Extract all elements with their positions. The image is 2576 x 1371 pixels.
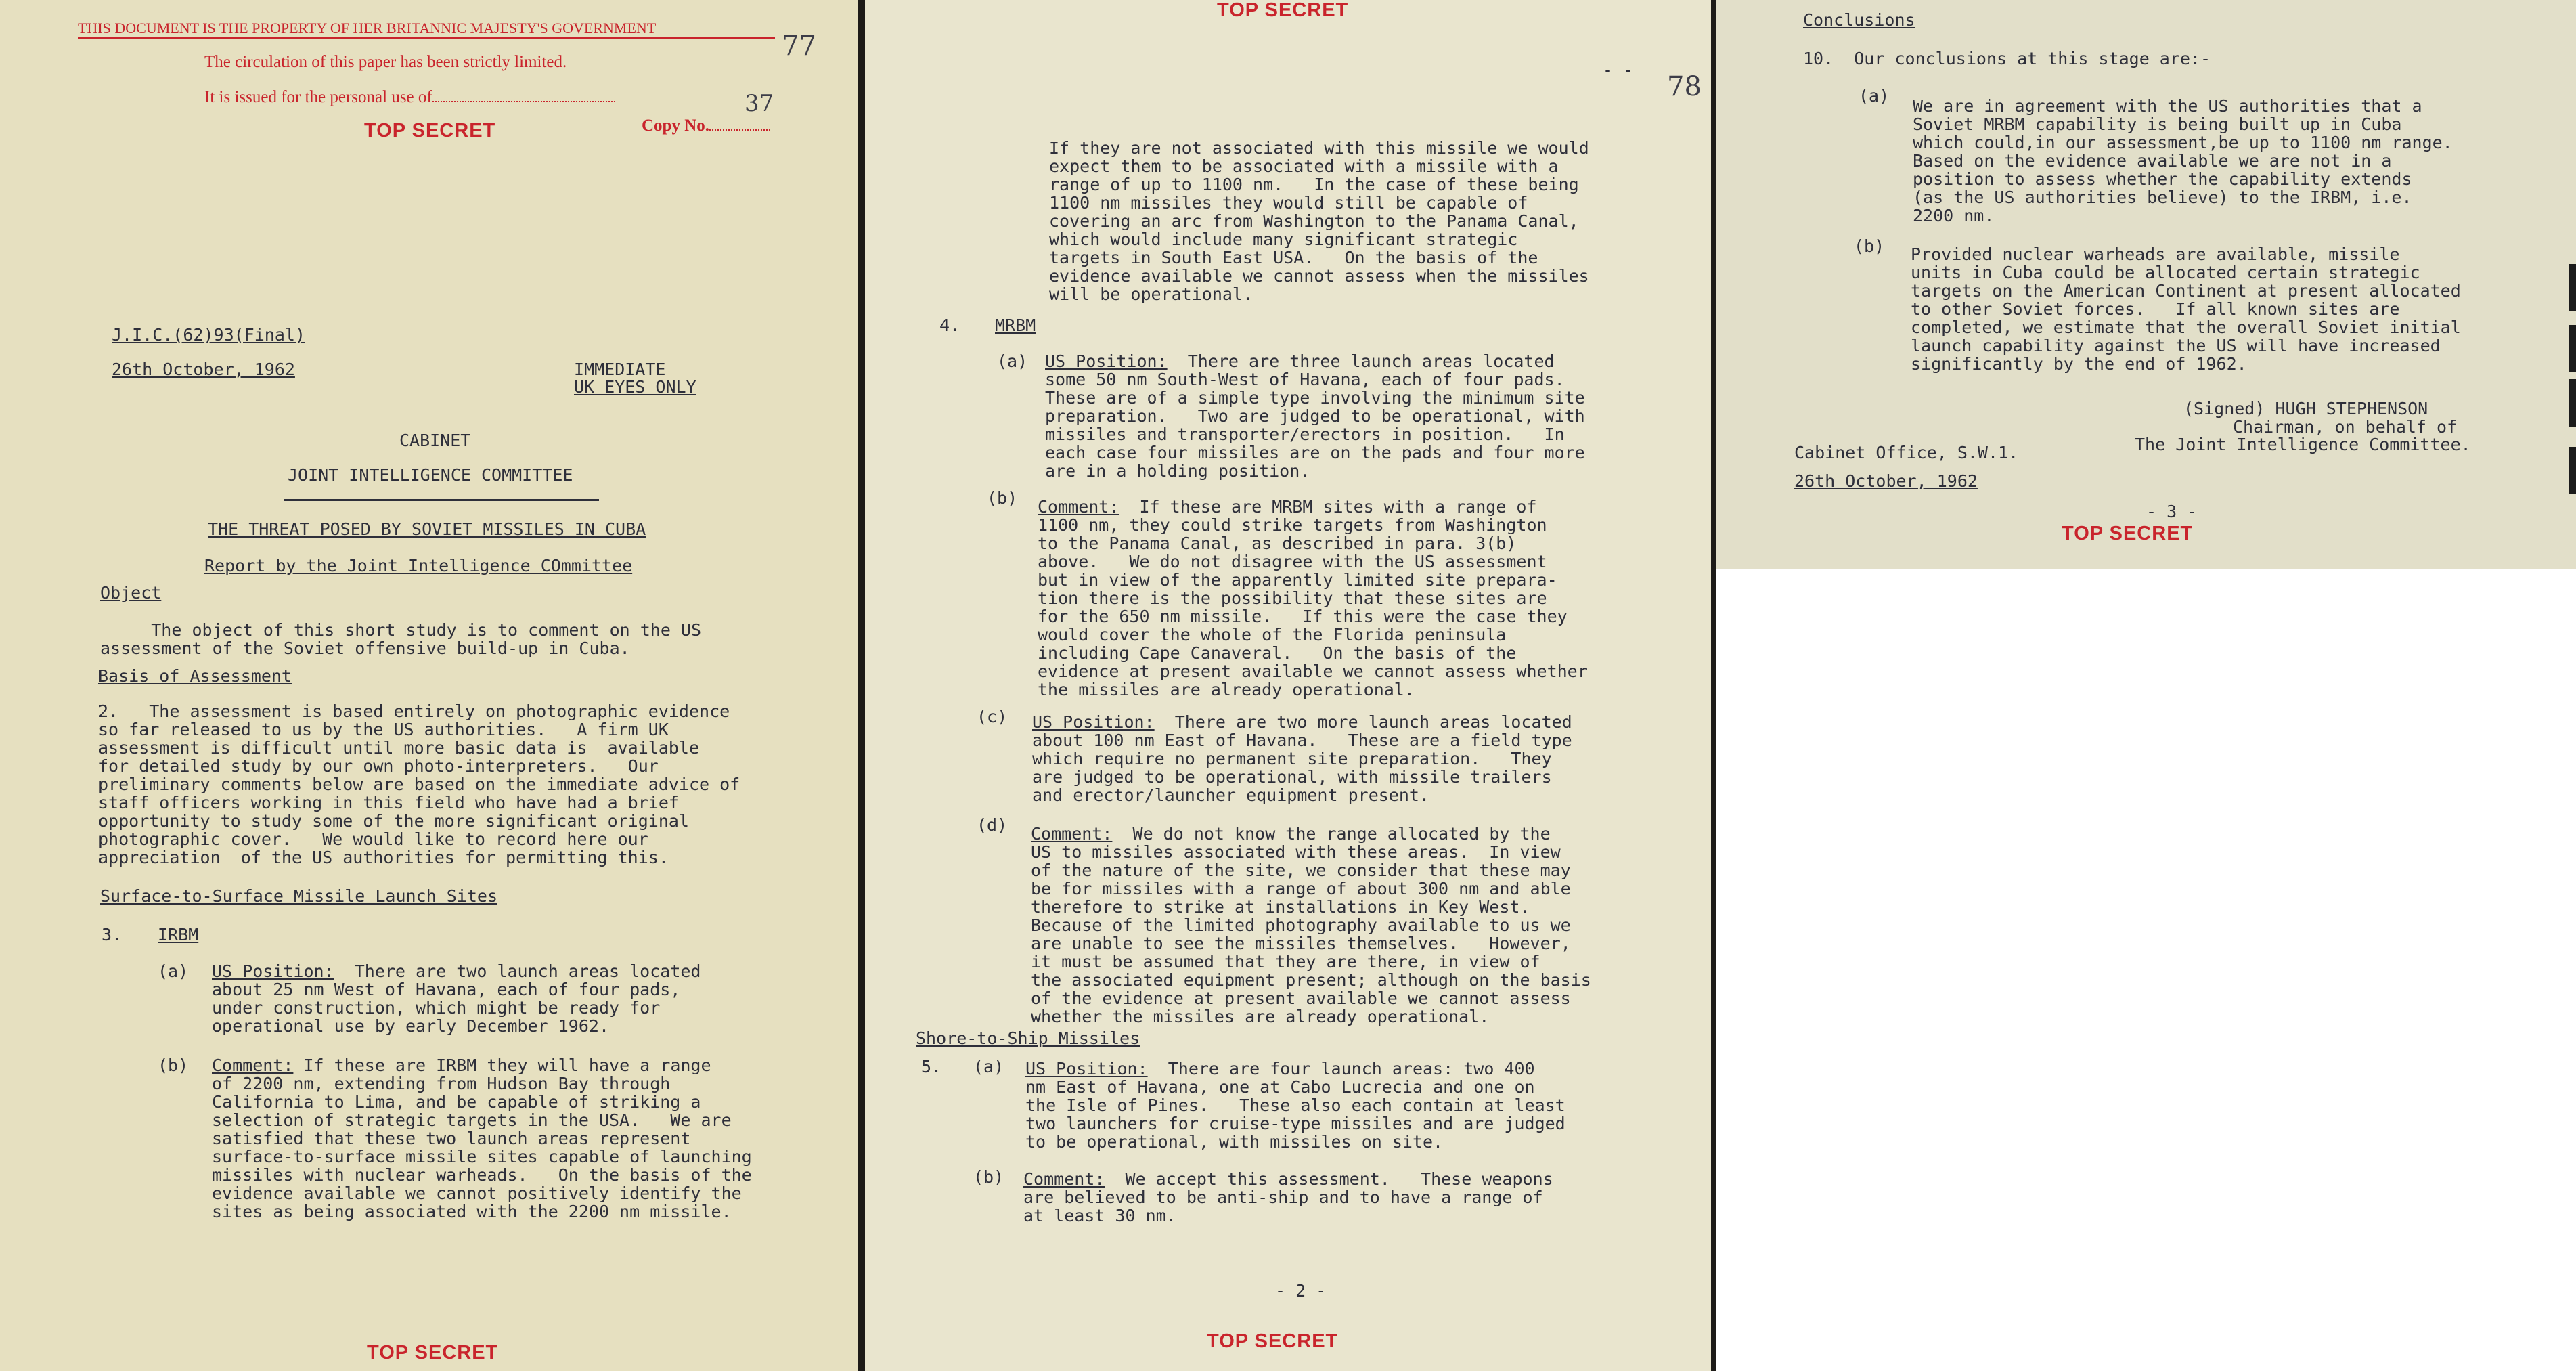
item-label-4d: (d) bbox=[977, 815, 1008, 835]
conclusion-a: We are in agreement with the US authorities that a Soviet MRBM capability is being built up in Cuba which could,in our assessment,be up to 1100 nm range. Based on the evidence available we are not in a position to assess whether the capability extends (as the US authorities believe) to the IRBM, i.e. 2200 nm. bbox=[1913, 96, 2453, 225]
binder-tab bbox=[2569, 325, 2576, 372]
item-3a-us-position: US Position: There are two launch areas located about 25 nm West of Havana, each of four pads, under construction, which might be ready for operational use by early December 1962. bbox=[212, 961, 701, 1036]
item-5b-comment: Comment: We accept this assessment. These weapons are believed to be anti-ship and to have a range of at least 30 nm. bbox=[1023, 1169, 1553, 1225]
personal-use-note: It is issued for the personal use of bbox=[204, 88, 615, 106]
para-number-3: 3. bbox=[102, 925, 123, 944]
page-gap bbox=[858, 0, 865, 1371]
classification-bottom: TOP SECRET bbox=[367, 1342, 499, 1364]
item-label-3b: (b) bbox=[158, 1056, 189, 1075]
section-heading-conclusions: Conclusions bbox=[1803, 10, 1915, 30]
item-label-5b: (b) bbox=[973, 1167, 1004, 1187]
property-notice: THIS DOCUMENT IS THE PROPERTY OF HER BRITANNIC MAJESTY'S GOVERNMENT bbox=[78, 20, 657, 37]
copy-number-label: Copy No. bbox=[642, 116, 770, 135]
para-number-4: 4. bbox=[939, 315, 960, 335]
continued-paragraph: If they are not associated with this missile we would expect them to be associated with a missile with a range of up to 1100 nm. In the case of these being 1100 nm missiles they would still be capable of covering an arc from Washington to the Panama Canal, which would include many significant strategic targets in South East USA. On the basis of the evidence available we cannot assess when the missiles will be operational. bbox=[1049, 138, 1589, 304]
conclusion-label-b: (b) bbox=[1854, 236, 1885, 256]
committee-line: The Joint Intelligence Committee. bbox=[2135, 435, 2471, 454]
cabinet-heading: CABINET bbox=[399, 431, 471, 450]
binder-tab bbox=[2569, 379, 2576, 427]
folio-number: 78 bbox=[1667, 71, 1702, 102]
item-5a-us-position: US Position: There are four launch areas: two 400 nm East of Havana, one at Cabo Lucrecia and one on the Isle of Pines. These also each contain at least two launchers for cruise-type missiles and are judged to be operational, with missiles on site. bbox=[1025, 1059, 1565, 1152]
para-10: 10. Our conclusions at this stage are:- bbox=[1803, 49, 2211, 68]
cabinet-office: Cabinet Office, S.W.1. bbox=[1794, 443, 2019, 462]
conclusion-b: Provided nuclear warheads are available, missile units in Cuba could be allocated certain strategic targets on the American Continent at present allocated to other Soviet forces. If all known sites are completed, we estimate that the overall Soviet initial launch capability against the US will have increased significantly by the end of 1962. bbox=[1911, 244, 2461, 374]
chairman-line: Chairman, on behalf of bbox=[2233, 417, 2458, 437]
document-date: 26th October, 1962 bbox=[112, 360, 295, 379]
para-heading-mrbm: MRBM bbox=[995, 315, 1036, 335]
document-subtitle: Report by the Joint Intelligence COmmittee bbox=[204, 556, 633, 575]
object-paragraph: The object of this short study is to comment on the US assessment of the Soviet offensive build-up in Cuba. bbox=[100, 620, 702, 658]
item-label-4b: (b) bbox=[987, 488, 1018, 508]
item-4b-comment: Comment: If these are MRBM sites with a range of 1100 nm, they could strike targets from Washington to the Panama Canal, as described in para. 3(b) above. We do not disagree with the US assessment but in view of the apparently limited site prepara- tion there is the possibility that these sites are for the 650 nm missile. If this were the case they would cover the whole of the Florida peninsula including Cape Canaveral. On the basis of the evidence at present available we cannot assess whether the missiles are already operational. bbox=[1038, 497, 1588, 699]
section-heading-basis: Basis of Assessment bbox=[98, 666, 292, 686]
page-gap bbox=[1711, 0, 1716, 1371]
document-page-3 bbox=[1716, 0, 2576, 569]
document-page-1 bbox=[0, 0, 858, 1371]
conclusion-label-a: (a) bbox=[1859, 86, 1890, 106]
item-label-5a: (a) bbox=[973, 1057, 1004, 1076]
classification-top: TOP SECRET bbox=[1217, 0, 1349, 21]
page-number: - 3 - bbox=[2146, 502, 2198, 521]
signature-date: 26th October, 1962 bbox=[1794, 471, 1978, 491]
document-page-2 bbox=[865, 0, 1711, 1371]
binder-tab bbox=[2569, 447, 2576, 494]
red-rule bbox=[78, 37, 775, 39]
classification-top: TOP SECRET bbox=[364, 120, 496, 142]
section-heading-surface-to-surface: Surface-to-Surface Missile Launch Sites bbox=[100, 886, 497, 906]
dash-mark: - - bbox=[1603, 60, 1634, 80]
page-number: - 2 - bbox=[1275, 1281, 1327, 1301]
para-number-5: 5. bbox=[921, 1057, 942, 1076]
committee-heading: JOINT INTELLIGENCE COMMITTEE bbox=[288, 465, 573, 485]
handling-immediate: IMMEDIATE bbox=[574, 360, 666, 379]
circulation-note: The circulation of this paper has been strictly limited. bbox=[204, 53, 567, 71]
item-4d-comment: Comment: We do not know the range allocated by the US to missiles associated with these areas. In view of the nature of the site, we consider that these may be for missiles with a range of about 300 nm and able therefore to strike at installations in Key West. Because of the limited photography available to us we are unable to see the missiles themselves. However, it must be assumed that they are there, in view of the associated equipment present; although on the basis of the evidence at present available we cannot assess whether the missiles are already operational. bbox=[1031, 824, 1591, 1026]
heading-rule bbox=[284, 499, 599, 501]
classification-bottom: TOP SECRET bbox=[2062, 523, 2194, 544]
section-heading-shore-to-ship: Shore-to-Ship Missiles bbox=[916, 1028, 1140, 1048]
reference-number: J.I.C.(62)93(Final) bbox=[112, 325, 305, 345]
item-label-3a: (a) bbox=[158, 961, 189, 981]
folio-number: 77 bbox=[782, 30, 816, 62]
document-title: THE THREAT POSED BY SOVIET MISSILES IN CUBA bbox=[208, 519, 646, 539]
item-4c-us-position: US Position: There are two more launch areas located about 100 nm East of Havana. These are a field type which require no permanent site preparation. They are judged to be operational, with missile trailers and erector/launcher equipment present. bbox=[1032, 712, 1572, 805]
section-heading-object: Object bbox=[100, 583, 162, 603]
handling-uk-eyes-only: UK EYES ONLY bbox=[574, 377, 696, 397]
binder-tab bbox=[2569, 264, 2576, 311]
para-heading-irbm: IRBM bbox=[158, 925, 199, 944]
basis-paragraph: 2. The assessment is based entirely on photographic evidence so far released to us by the US authorities. A firm UK assessment is difficult until more basic data is available for detailed study by our own photo-interpreters. Our preliminary comments below are based on the immediate advice of staff officers working in this field who have had a brief opportunity to study some of the more significant original photographic cover. We would like to record here our appreciation of the US authorities for permitting this. bbox=[98, 701, 740, 867]
item-3b-comment: Comment: If these are IRBM they will have a range of 2200 nm, extending from Hudson Bay through California to Lima, and be capable of striking a selection of strategic targets in the USA. We are satisfied that these two launch areas represent surface-to-surface missile sites capable of launching missiles with nuclear warheads. On the basis of the evidence available we cannot positively identify the sites as being associated with the 2200 nm missile. bbox=[212, 1056, 752, 1221]
item-label-4c: (c) bbox=[977, 707, 1008, 726]
item-4a-us-position: US Position: There are three launch areas located some 50 nm South-West of Havana, each of four pads. These are of a simple type involving the minimum site preparation. Two are judged to be operational, with missiles and transporter/erectors in position. In each case four missiles are on the pads and four more are in a holding position. bbox=[1045, 351, 1585, 481]
signature-line: (Signed) HUGH STEPHENSON bbox=[2183, 399, 2428, 418]
copy-number: 37 bbox=[745, 90, 774, 117]
item-label-4a: (a) bbox=[997, 351, 1028, 371]
classification-bottom: TOP SECRET bbox=[1207, 1330, 1339, 1352]
